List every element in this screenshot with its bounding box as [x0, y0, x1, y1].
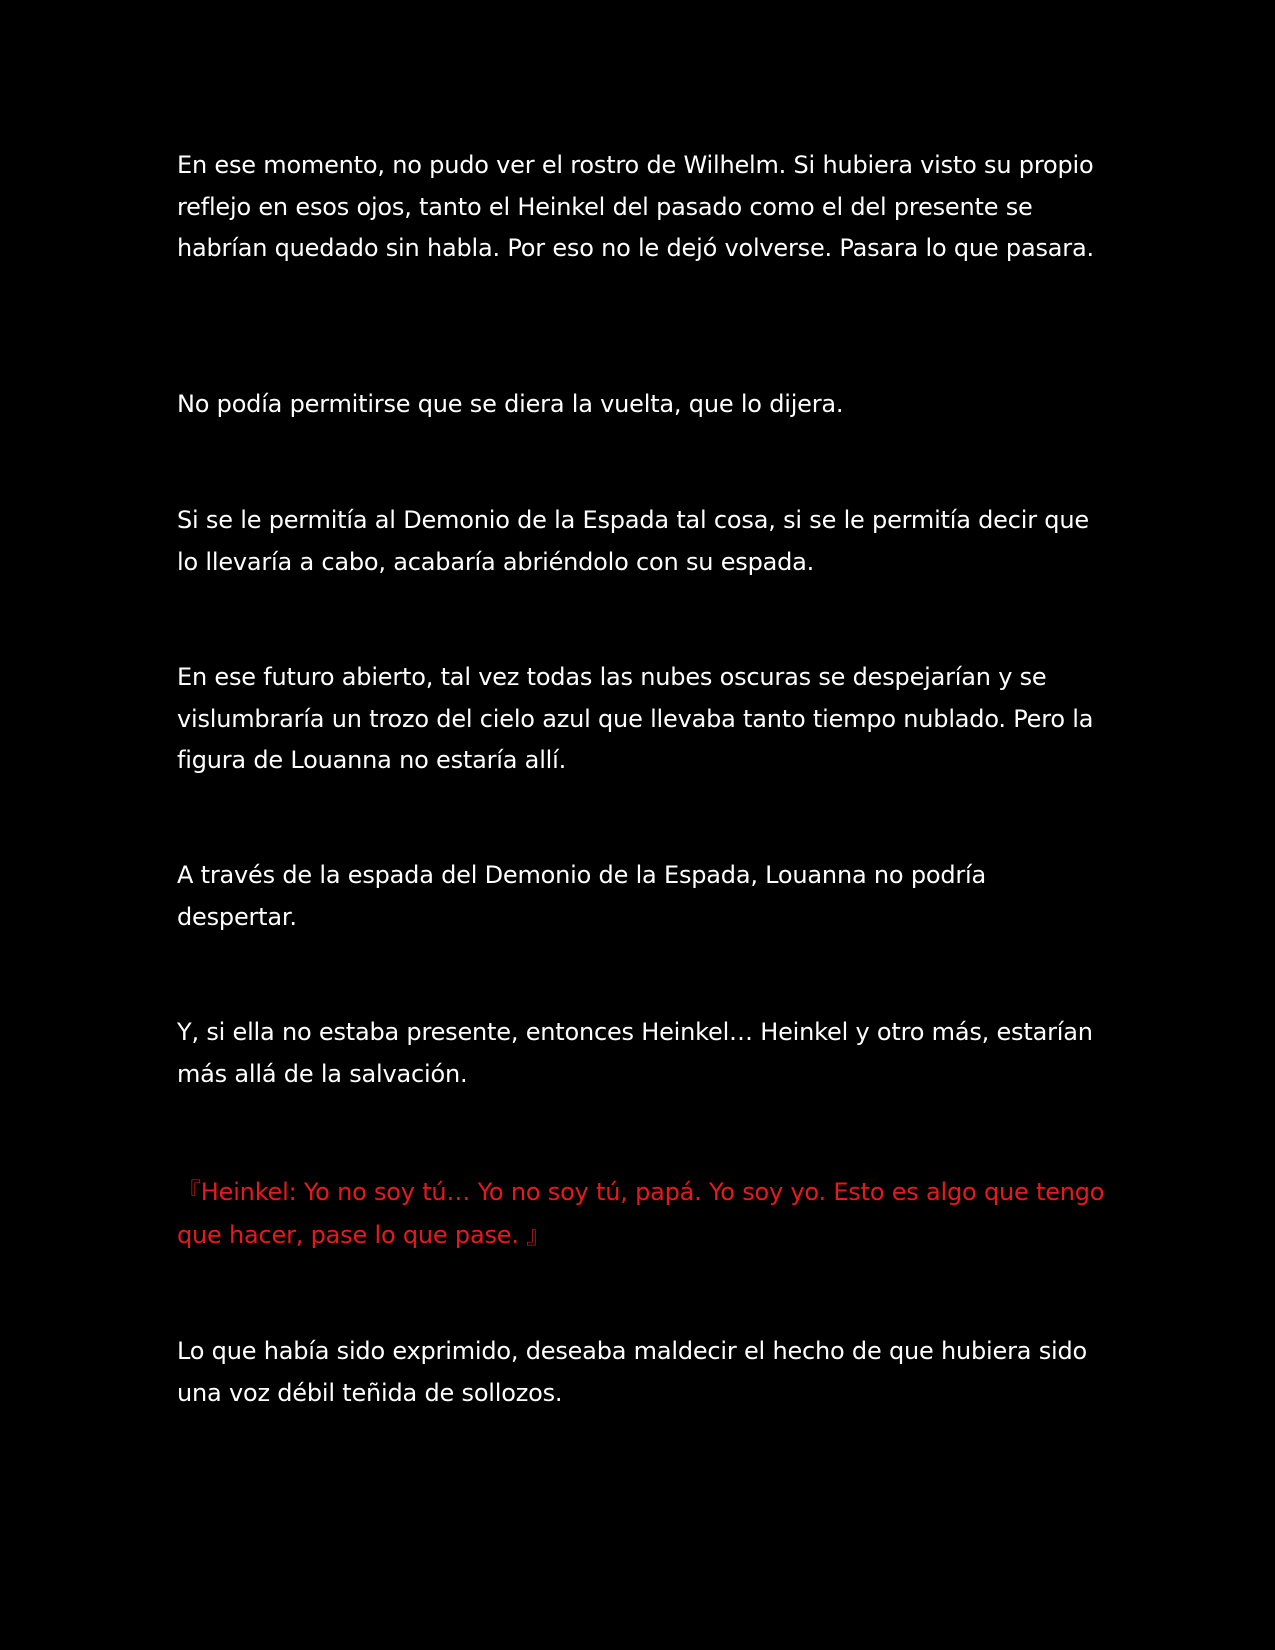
paragraph-wilhelm-face: En ese momento, no pudo ver el rostro de Wilhelm. Si hubiera visto su propio reflejo en esos ojos, tanto el Heinkel del pasado como el del presente se habrían quedado sin habla. Por eso no le dejó volverse. Pasara lo que pasara.: [177, 151, 1094, 262]
dialogue-heinkel: 『Heinkel: Yo no soy tú… Yo no soy tú, papá. Yo soy yo. Esto es algo que tengo que hacer, pase lo que pase. 』: [177, 1178, 1105, 1249]
paragraph-sword-demon: Si se le permitía al Demonio de la Espada tal cosa, si se le permitía decir que lo llevaría a cabo, acabaría abriéndolo con su espada.: [177, 506, 1089, 576]
paragraph-salvation: Y, si ella no estaba presente, entonces Heinkel… Heinkel y otro más, estarían más allá de la salvación.: [177, 1018, 1093, 1088]
paragraph-open-future: En ese futuro abierto, tal vez todas las nubes oscuras se despejarían y se vislumbraría un trozo del cielo azul que llevaba tanto tiempo nublado. Pero la figura de Louanna no estaría allí.: [177, 663, 1094, 774]
paragraph-louanna: A través de la espada del Demonio de la Espada, Louanna no podría despertar.: [177, 861, 987, 931]
paragraph-weak-voice: Lo que había sido exprimido, deseaba maldecir el hecho de que hubiera sido una voz débil teñida de sollozos.: [177, 1337, 1087, 1407]
paragraph-turn-around: No podía permitirse que se diera la vuelta, que lo dijera.: [177, 390, 844, 418]
